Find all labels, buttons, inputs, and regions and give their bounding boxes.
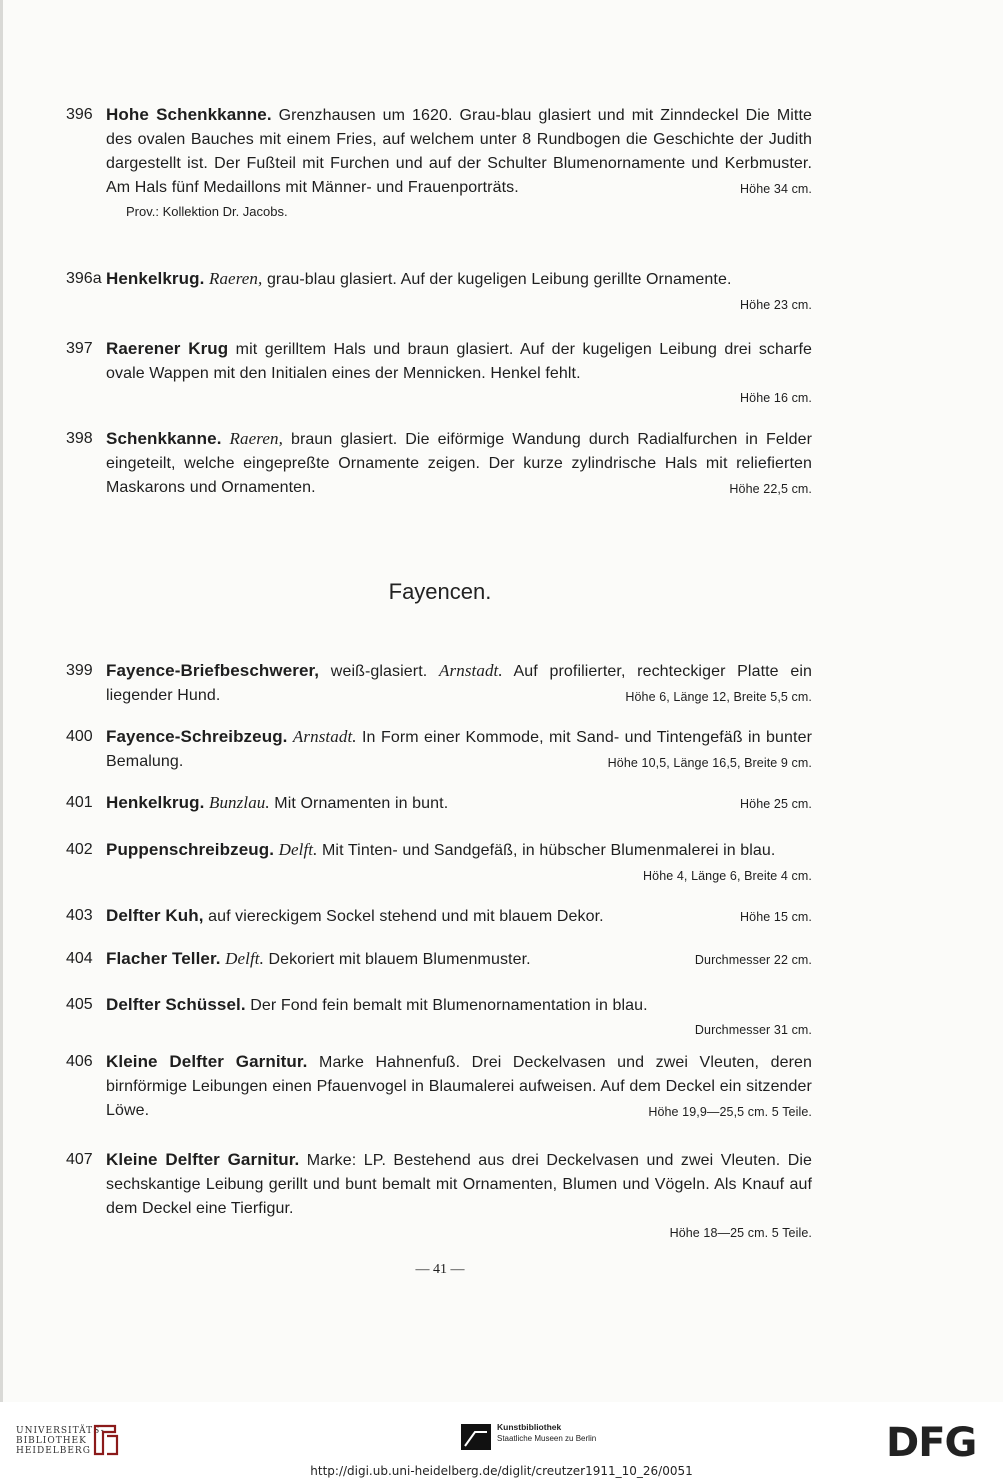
- entry-number: 403: [66, 907, 93, 924]
- entry-title: Puppenschreibzeug.: [106, 840, 275, 859]
- entry-description: Mit Ornamenten in bunt.: [274, 795, 449, 812]
- entry-title: Hohe Schenkkanne.: [106, 105, 272, 124]
- entry-description: Mit Tinten- und Sandgefäß, in hübscher Blumenmalerei in blau.: [322, 842, 776, 859]
- entry-title: Kleine Delfter Garnitur.: [106, 1150, 300, 1169]
- library-name-line: UNIVERSITÄTS-: [16, 1426, 105, 1436]
- section-heading: Fayencen.: [388, 579, 492, 604]
- entry-number: 402: [66, 841, 93, 858]
- catalog-entry-404: [66, 947, 812, 972]
- kunstbibliothek-title: Kunstbibliothek: [497, 1422, 562, 1432]
- entry-description: mit gerilltem Hals und braun glasiert. Auf der kugeligen Leibung drei scharfe ovale Wappen mit den Initialen eines der Mennicken. Henkel fehlt.: [106, 341, 812, 382]
- catalog-entry-402: [66, 838, 812, 888]
- entry-title: Schenkkanne.: [106, 429, 222, 448]
- library-logo-icon: [91, 1422, 121, 1458]
- page-number: — 41 —: [415, 1262, 465, 1277]
- entry-number: 406: [66, 1053, 93, 1070]
- entry-title: Flacher Teller.: [106, 949, 221, 968]
- entry-number: 399: [66, 662, 93, 679]
- catalog-entry-406: [66, 1050, 812, 1124]
- catalog-entry-405: [66, 993, 812, 1042]
- entry-number: 404: [66, 950, 93, 967]
- catalog-entry-398: [66, 427, 812, 501]
- entry-description: weiß-glasiert.: [330, 663, 428, 680]
- entry-place: Raeren,: [208, 269, 263, 288]
- catalog-entry-397: [66, 337, 812, 410]
- entry-description: Der Fond fein bemalt mit Blumenornamentation in blau.: [250, 997, 648, 1014]
- entry-provenance: Prov.: Kollektion Dr. Jacobs.: [126, 204, 288, 219]
- entry-measurement: Höhe 15 cm.: [740, 910, 812, 924]
- entry-place: Arnstadt.: [292, 727, 357, 746]
- entry-description: braun glasiert. Die eiförmige Wandung durch Radialfurchen in Felder eingeteilt, welche eingepreßte Ornamente zeigen. Der kurze zylindrische Hals mit reliefierten Maskarons und Ornamenten.: [106, 431, 813, 496]
- catalog-entry-399: [66, 659, 812, 709]
- entry-description: Marke: LP. Bestehend aus drei Deckelvasen und zwei Vleuten. Die sechskantige Leibung gerillt und bunt bemalt mit Ornamenten, Blumen und Vögeln. Als Knauf auf dem Deckel eine Tierfigur.: [106, 1152, 813, 1217]
- entry-number: 401: [66, 794, 93, 811]
- entry-measurement: Höhe 23 cm.: [740, 298, 812, 312]
- entry-measurement: Höhe 25 cm.: [740, 797, 812, 811]
- entry-place: Delft.: [225, 949, 264, 968]
- entry-measurement: Höhe 4, Länge 6, Breite 4 cm.: [643, 869, 812, 883]
- catalog-entry-396: [66, 103, 812, 224]
- entry-measurement: Höhe 34 cm.: [740, 182, 812, 196]
- entry-measurement: Höhe 16 cm.: [740, 391, 812, 405]
- catalog-entry-396a: [66, 267, 812, 317]
- entry-title: Fayence-Schreibzeug.: [106, 727, 288, 746]
- entry-description-cont: Auf profilierter, rechteckiger Platte ein liegender Hund.: [106, 663, 812, 704]
- entry-description: Marke Hahnenfuß. Drei Deckelvasen und zwei Vleuten, deren birnförmige Leibungen einen Pfauenvogel in Blaumalerei aufweisen. Auf dem Deckel ein sitzender Löwe.: [106, 1054, 813, 1119]
- kunstbibliothek-logo-icon: [461, 1424, 491, 1450]
- entry-description: In Form einer Kommode, mit Sand- und Tintengefäß in bunter Bemalung.: [106, 729, 813, 770]
- entry-measurement: Höhe 18—25 cm. 5 Teile.: [669, 1226, 812, 1240]
- page-edge-shadow: [0, 0, 3, 1402]
- entry-number: 407: [66, 1151, 93, 1168]
- kunstbibliothek-subtitle: Staatliche Museen zu Berlin: [497, 1434, 597, 1443]
- entry-title: Delfter Schüssel.: [106, 995, 246, 1014]
- entry-title: Henkelkrug.: [106, 793, 205, 812]
- entry-place: Arnstadt.: [439, 661, 503, 680]
- library-name-line: HEIDELBERG: [16, 1446, 91, 1456]
- entry-number: 396a: [66, 270, 102, 287]
- entry-measurement: Höhe 6, Länge 12, Breite 5,5 cm.: [625, 690, 812, 704]
- entry-description: auf viereckigem Sockel stehend und mit blauem Dekor.: [208, 908, 604, 925]
- entry-number: 397: [66, 340, 93, 357]
- entry-title: Kleine Delfter Garnitur.: [106, 1052, 308, 1071]
- entry-measurement: Durchmesser 31 cm.: [694, 1023, 812, 1037]
- entry-place: Raeren,: [229, 429, 283, 448]
- dfg-logo: DFG: [886, 1420, 977, 1466]
- entry-title: Delfter Kuh,: [106, 906, 204, 925]
- entry-measurement: Höhe 19,9—25,5 cm. 5 Teile.: [648, 1105, 812, 1119]
- entry-number: 396: [66, 106, 93, 123]
- entry-number: 400: [66, 728, 93, 745]
- entry-number: 398: [66, 430, 93, 447]
- entry-title: Henkelkrug.: [106, 269, 205, 288]
- catalog-entry-401: [66, 791, 812, 816]
- catalog-entry-400: [66, 725, 812, 775]
- entry-description: Grenzhausen um 1620. Grau-blau glasiert und mit Zinndeckel Die Mitte des ovalen Bauches mit einem Fries, auf welchem unter 8 Rundbogen die Geschichte der Judith dargestellt ist. Der Fußteil mit Furchen und auf der Schulter Blumenornamente und Kerbmuster. Am Hals fünf Medaillons mit Männer- und Frauenporträts.: [106, 107, 812, 196]
- entry-number: 405: [66, 996, 93, 1013]
- entry-title: Raerener Krug: [106, 339, 229, 358]
- kunstbibliothek-label: [497, 1422, 596, 1444]
- entry-title: Fayence-Briefbeschwerer,: [106, 661, 320, 680]
- permalink-url[interactable]: http://digi.ub.uni-heidelberg.de/diglit/creutzer1911_10_26/0051: [310, 1464, 693, 1478]
- entry-measurement: Höhe 10,5, Länge 16,5, Breite 9 cm.: [607, 756, 812, 770]
- entry-place: Bunzlau.: [208, 793, 270, 812]
- entry-measurement: Durchmesser 22 cm.: [694, 953, 812, 967]
- entry-measurement: Höhe 22,5 cm.: [729, 482, 812, 496]
- catalog-entry-403: [66, 904, 812, 929]
- entry-place: Delft.: [278, 840, 318, 859]
- entry-description: grau-blau glasiert. Auf der kugeligen Leibung gerillte Ornamente.: [266, 271, 732, 288]
- entry-description: Dekoriert mit blauem Blumenmuster.: [268, 951, 531, 968]
- catalog-entry-407: [66, 1148, 812, 1245]
- library-name-line: BIBLIOTHEK: [16, 1436, 87, 1446]
